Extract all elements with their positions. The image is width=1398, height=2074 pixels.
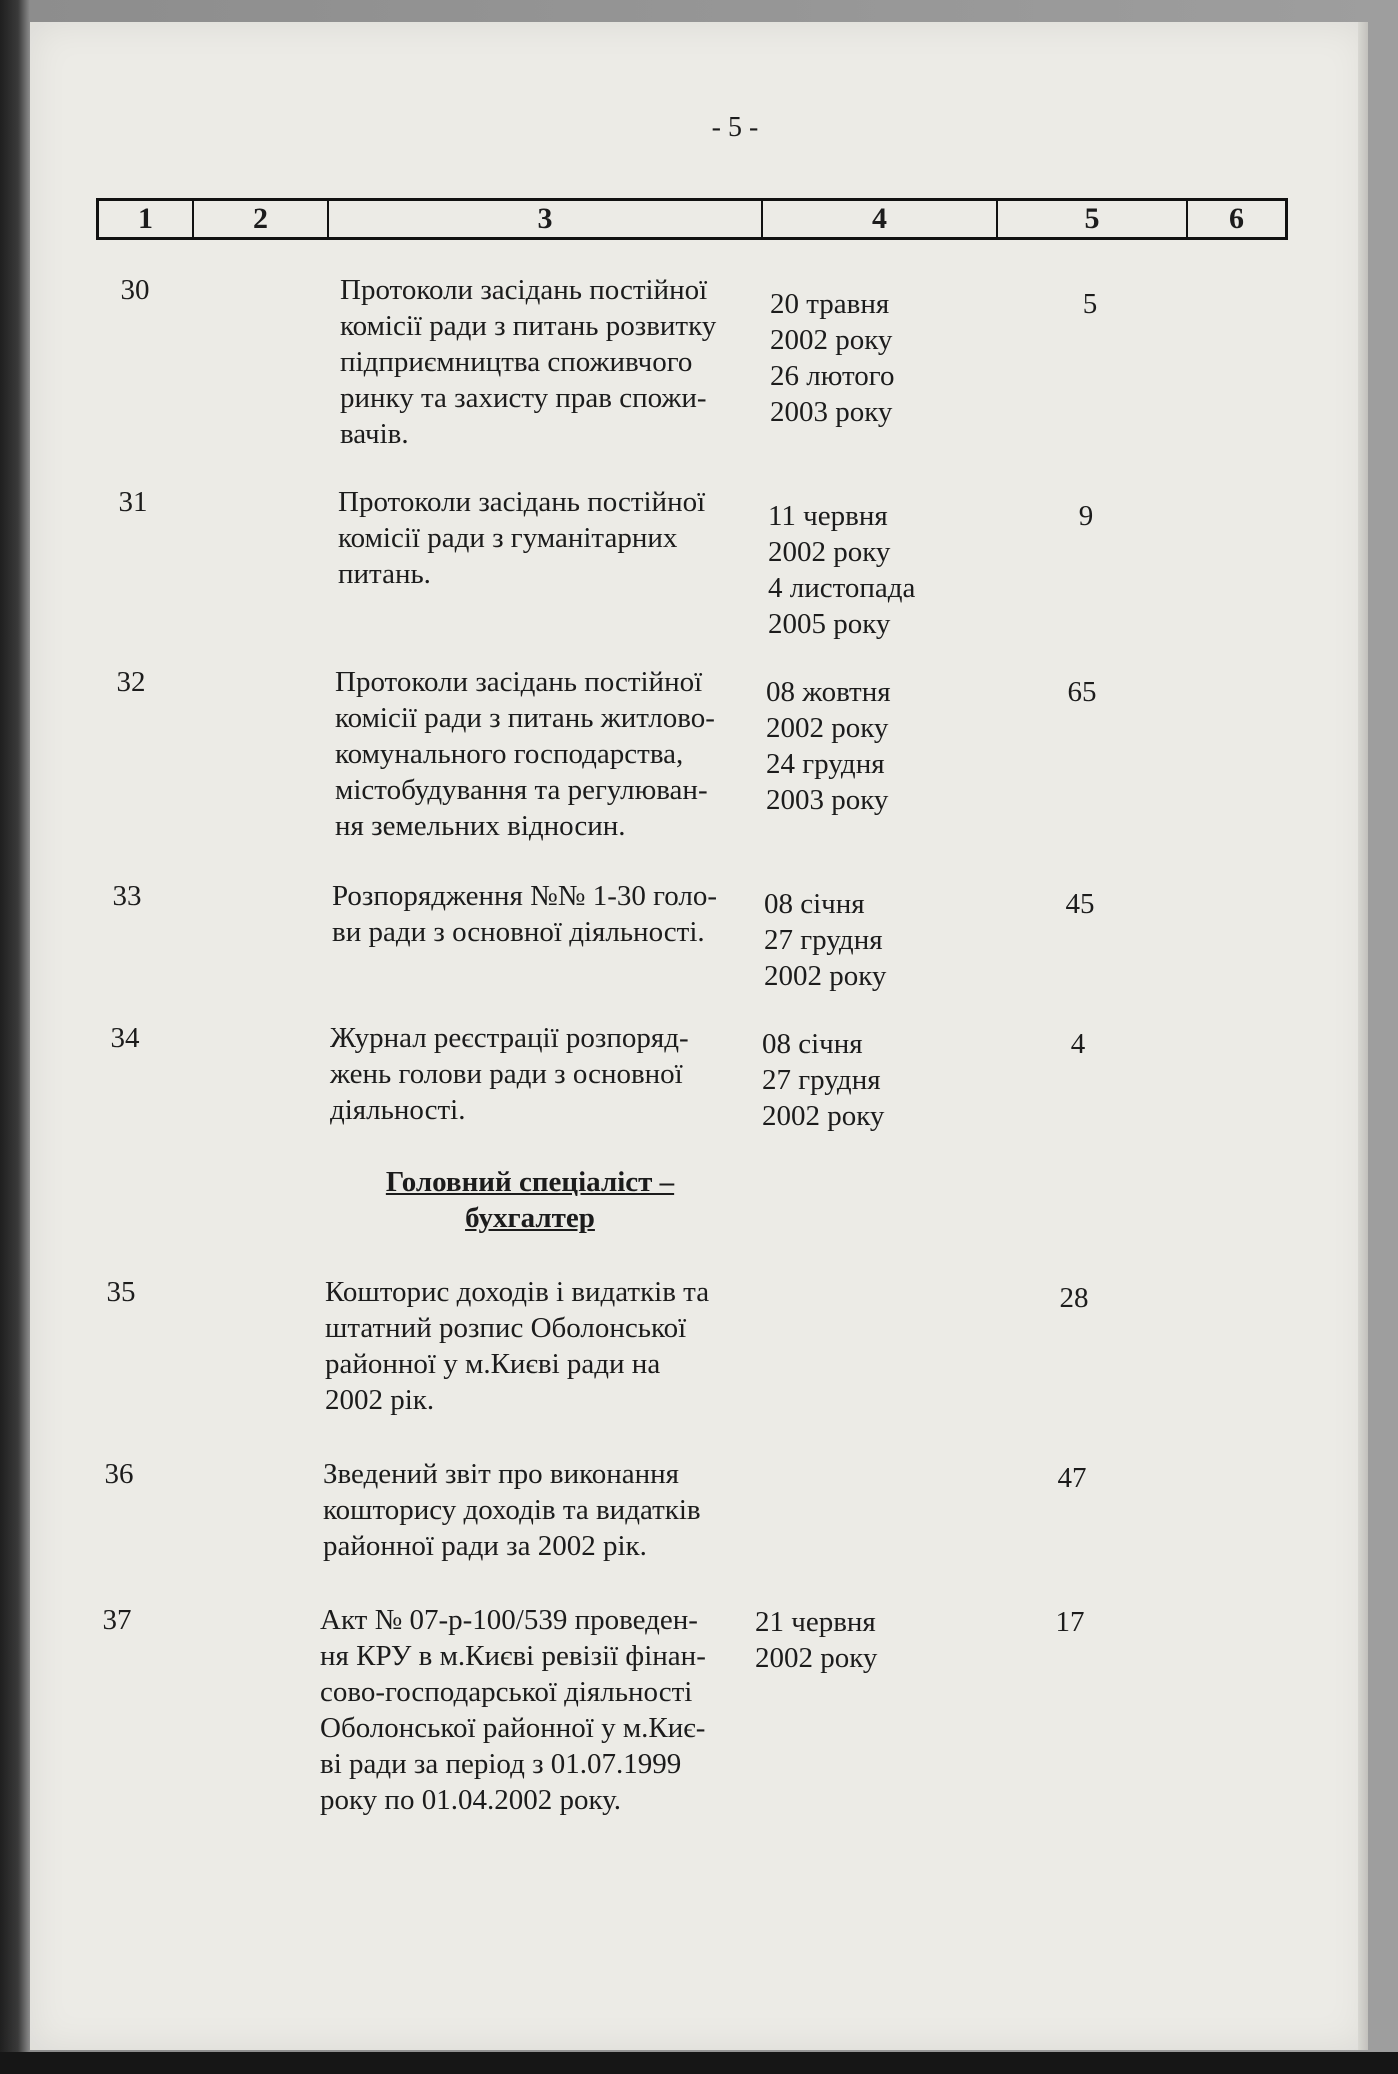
row-dates [766,674,966,818]
row-title-line: ринку та захисту прав спожи- [340,382,707,414]
row-title-line: містобудування та регулюван- [335,774,708,806]
row-title-line: сово-господарської діяльності [320,1676,693,1708]
row-title-line: комісії ради з питань житлово- [335,702,715,734]
row-title-line: вачів. [340,418,409,450]
row-date-line: 2005 року [768,608,891,640]
section-heading-line: Головний спеціаліст – [385,1166,675,1198]
row-date-line: 20 травня [770,288,890,320]
row-title-line: ви ради з основної діяльності. [332,916,705,948]
row-dates [755,1604,955,1676]
row-quantity: 5 [1082,288,1098,320]
row-title-line: штатний розпис Оболонської [325,1312,687,1344]
row-title [335,664,775,844]
header-col-3: 3 [329,201,763,237]
header-col-2: 2 [194,201,329,237]
row-title-line: Протоколи засідань постійної [335,666,703,698]
row-title-line: ня земельних відносин. [335,810,626,842]
row-title [323,1456,763,1564]
row-number: 32 [116,666,146,698]
row-number: 33 [112,880,142,912]
row-date-line: 2002 року [766,712,889,744]
row-title-line: Протоколи засідань постійної [340,274,708,306]
row-title-line: комісії ради з питань розвитку [340,310,717,342]
header-col-4: 4 [763,201,998,237]
row-date-line: 27 грудня [762,1064,881,1096]
row-title-line: діяльності. [330,1094,466,1126]
row-number: 34 [110,1022,140,1054]
header-col-6: 6 [1229,202,1244,235]
row-date-line: 21 червня [755,1606,876,1638]
row-date-line: 08 жовтня [766,676,891,708]
page-number: - 5 - [711,112,759,143]
row-date-line: 2003 року [770,396,893,428]
row-title-line: Кошторис доходів і видатків та [325,1276,710,1308]
header-col-5: 5 [998,201,1188,237]
row-quantity: 45 [1065,888,1095,920]
row-date-line: 08 січня [762,1028,863,1060]
row-title [320,1602,760,1818]
row-title [338,484,778,592]
row-title-line: Журнал реєстрації розпоряд- [330,1022,689,1054]
row-title [330,1020,770,1128]
row-date-line: 2002 року [770,324,893,356]
document-page [30,22,1368,2050]
row-date-line: 11 червня [768,500,888,532]
row-quantity: 4 [1070,1028,1086,1060]
row-quantity: 28 [1059,1282,1089,1314]
row-quantity: 47 [1057,1462,1087,1494]
row-date-line: 2003 року [766,784,889,816]
row-date-line: 2002 року [762,1100,885,1132]
row-date-line: 08 січня [764,888,865,920]
row-date-line: 2002 року [764,960,887,992]
section-heading [330,1164,730,1236]
section-heading-line: бухгалтер [465,1202,595,1234]
row-title-line: районної ради за 2002 рік. [323,1530,647,1562]
row-title [325,1274,765,1418]
row-date-line: 26 лютого [770,360,895,392]
row-number: 35 [106,1276,136,1308]
row-title-line: Розпорядження №№ 1-30 голо- [332,880,718,912]
header-col-1: 1 [99,201,194,237]
row-quantity: 65 [1067,676,1097,708]
row-title-line: підприємництва споживчого [340,346,693,378]
row-title-line: жень голови ради з основної [330,1058,683,1090]
row-dates [770,286,970,430]
row-number: 37 [102,1604,132,1636]
row-number: 36 [104,1458,134,1490]
row-title-line: комісії ради з гуманітарних [338,522,678,554]
row-title-line: Оболонської районної у м.Киє- [320,1712,706,1744]
row-dates [764,886,964,994]
row-title-line: ві ради за період з 01.07.1999 [320,1748,682,1780]
row-number: 31 [118,486,148,518]
table-header [96,198,1288,240]
scan-bottom-border [0,2052,1398,2074]
row-title-line: Протоколи засідань постійної [338,486,706,518]
row-date-line: 24 грудня [766,748,885,780]
row-date-line: 2002 року [768,536,891,568]
row-quantity: 17 [1055,1606,1085,1638]
row-date-line: 27 грудня [764,924,883,956]
row-title-line: Зведений звіт про виконання [323,1458,679,1490]
row-title-line: року по 01.04.2002 року. [320,1784,621,1816]
row-title-line: питань. [338,558,431,590]
page-edge [1358,22,1368,2050]
row-dates [762,1026,962,1134]
row-title [340,272,780,452]
row-title-line: Акт № 07-р-100/539 проведен- [320,1604,698,1636]
row-date-line: 4 листопада [768,572,916,604]
row-title-line: ня КРУ в м.Києві ревізії фінан- [320,1640,706,1672]
row-title-line: 2002 рік. [325,1384,435,1416]
row-dates [768,498,968,642]
row-quantity: 9 [1078,500,1094,532]
row-title-line: кошторису доходів та видатків [323,1494,701,1526]
row-title-line: районної у м.Києві ради на [325,1348,661,1380]
row-title [332,878,772,950]
row-title-line: комунального господарства, [335,738,684,770]
row-number: 30 [120,274,150,306]
row-date-line: 2002 року [755,1642,878,1674]
